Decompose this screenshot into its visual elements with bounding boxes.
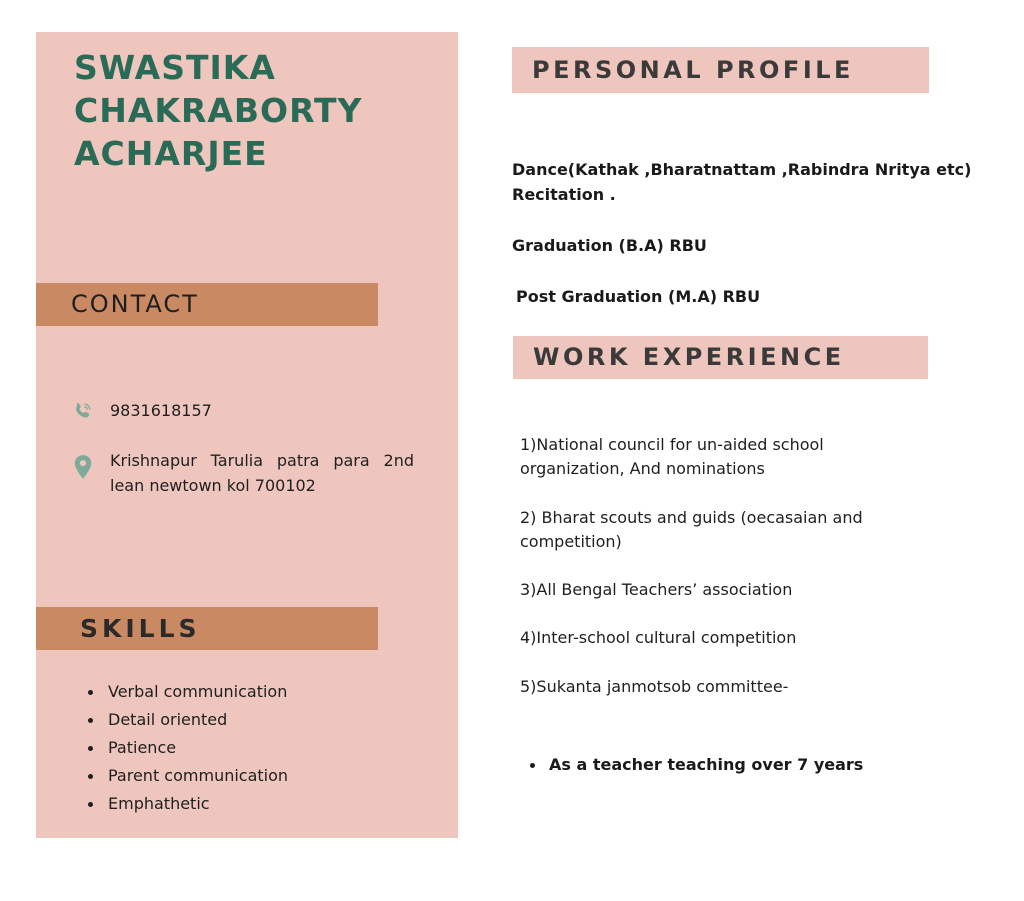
name-line-3: ACHARJEE (74, 134, 268, 173)
phone-number: 9831618157 (110, 401, 212, 420)
profile-heading: PERSONAL PROFILE (532, 56, 854, 84)
work-heading-band (513, 336, 928, 379)
work-item: 2) Bharat scouts and guids (oecasaian and competition) (520, 508, 863, 551)
contact-phone-row (72, 398, 212, 424)
skills-heading-band (36, 607, 378, 650)
work-item: 5)Sukanta janmotsob committee- (520, 677, 789, 696)
name-line-2: CHAKRABORTY (74, 91, 363, 130)
profile-graduation: Graduation (B.A) RBU (512, 236, 707, 255)
contact-address-row (72, 448, 414, 498)
work-item: 4)Inter-school cultural competition (520, 628, 797, 647)
map-pin-icon (72, 454, 94, 480)
phone-icon (72, 398, 94, 424)
list-item: Emphathetic (86, 790, 288, 818)
list-item: Parent communication (86, 762, 288, 790)
teaching-experience: As a teacher teaching over 7 years (530, 753, 863, 777)
work-item: 3)All Bengal Teachers’ association (520, 580, 793, 599)
skills-heading: SKILLS (80, 614, 201, 643)
contact-heading-band (36, 283, 378, 326)
work-item: 1)National council for un-aided school organization, And nominations (520, 435, 824, 478)
profile-heading-band (512, 47, 929, 93)
name-line-1: SWASTIKA (74, 48, 276, 87)
person-name (74, 46, 362, 175)
profile-post-graduation: Post Graduation (M.A) RBU (516, 287, 761, 306)
work-heading: WORK EXPERIENCE (533, 343, 845, 371)
skills-list (86, 678, 288, 818)
list-item: Verbal communication (86, 678, 288, 706)
address-text: Krishnapur Tarulia patra para 2nd lean newtown kol 700102 (110, 451, 414, 495)
profile-dance: Dance(Kathak ,Bharatnattam ,Rabindra Nritya etc) (512, 160, 972, 179)
contact-heading: CONTACT (71, 290, 199, 318)
list-item: Detail oriented (86, 706, 288, 734)
profile-recitation: Recitation . (512, 185, 616, 204)
list-item: Patience (86, 734, 288, 762)
